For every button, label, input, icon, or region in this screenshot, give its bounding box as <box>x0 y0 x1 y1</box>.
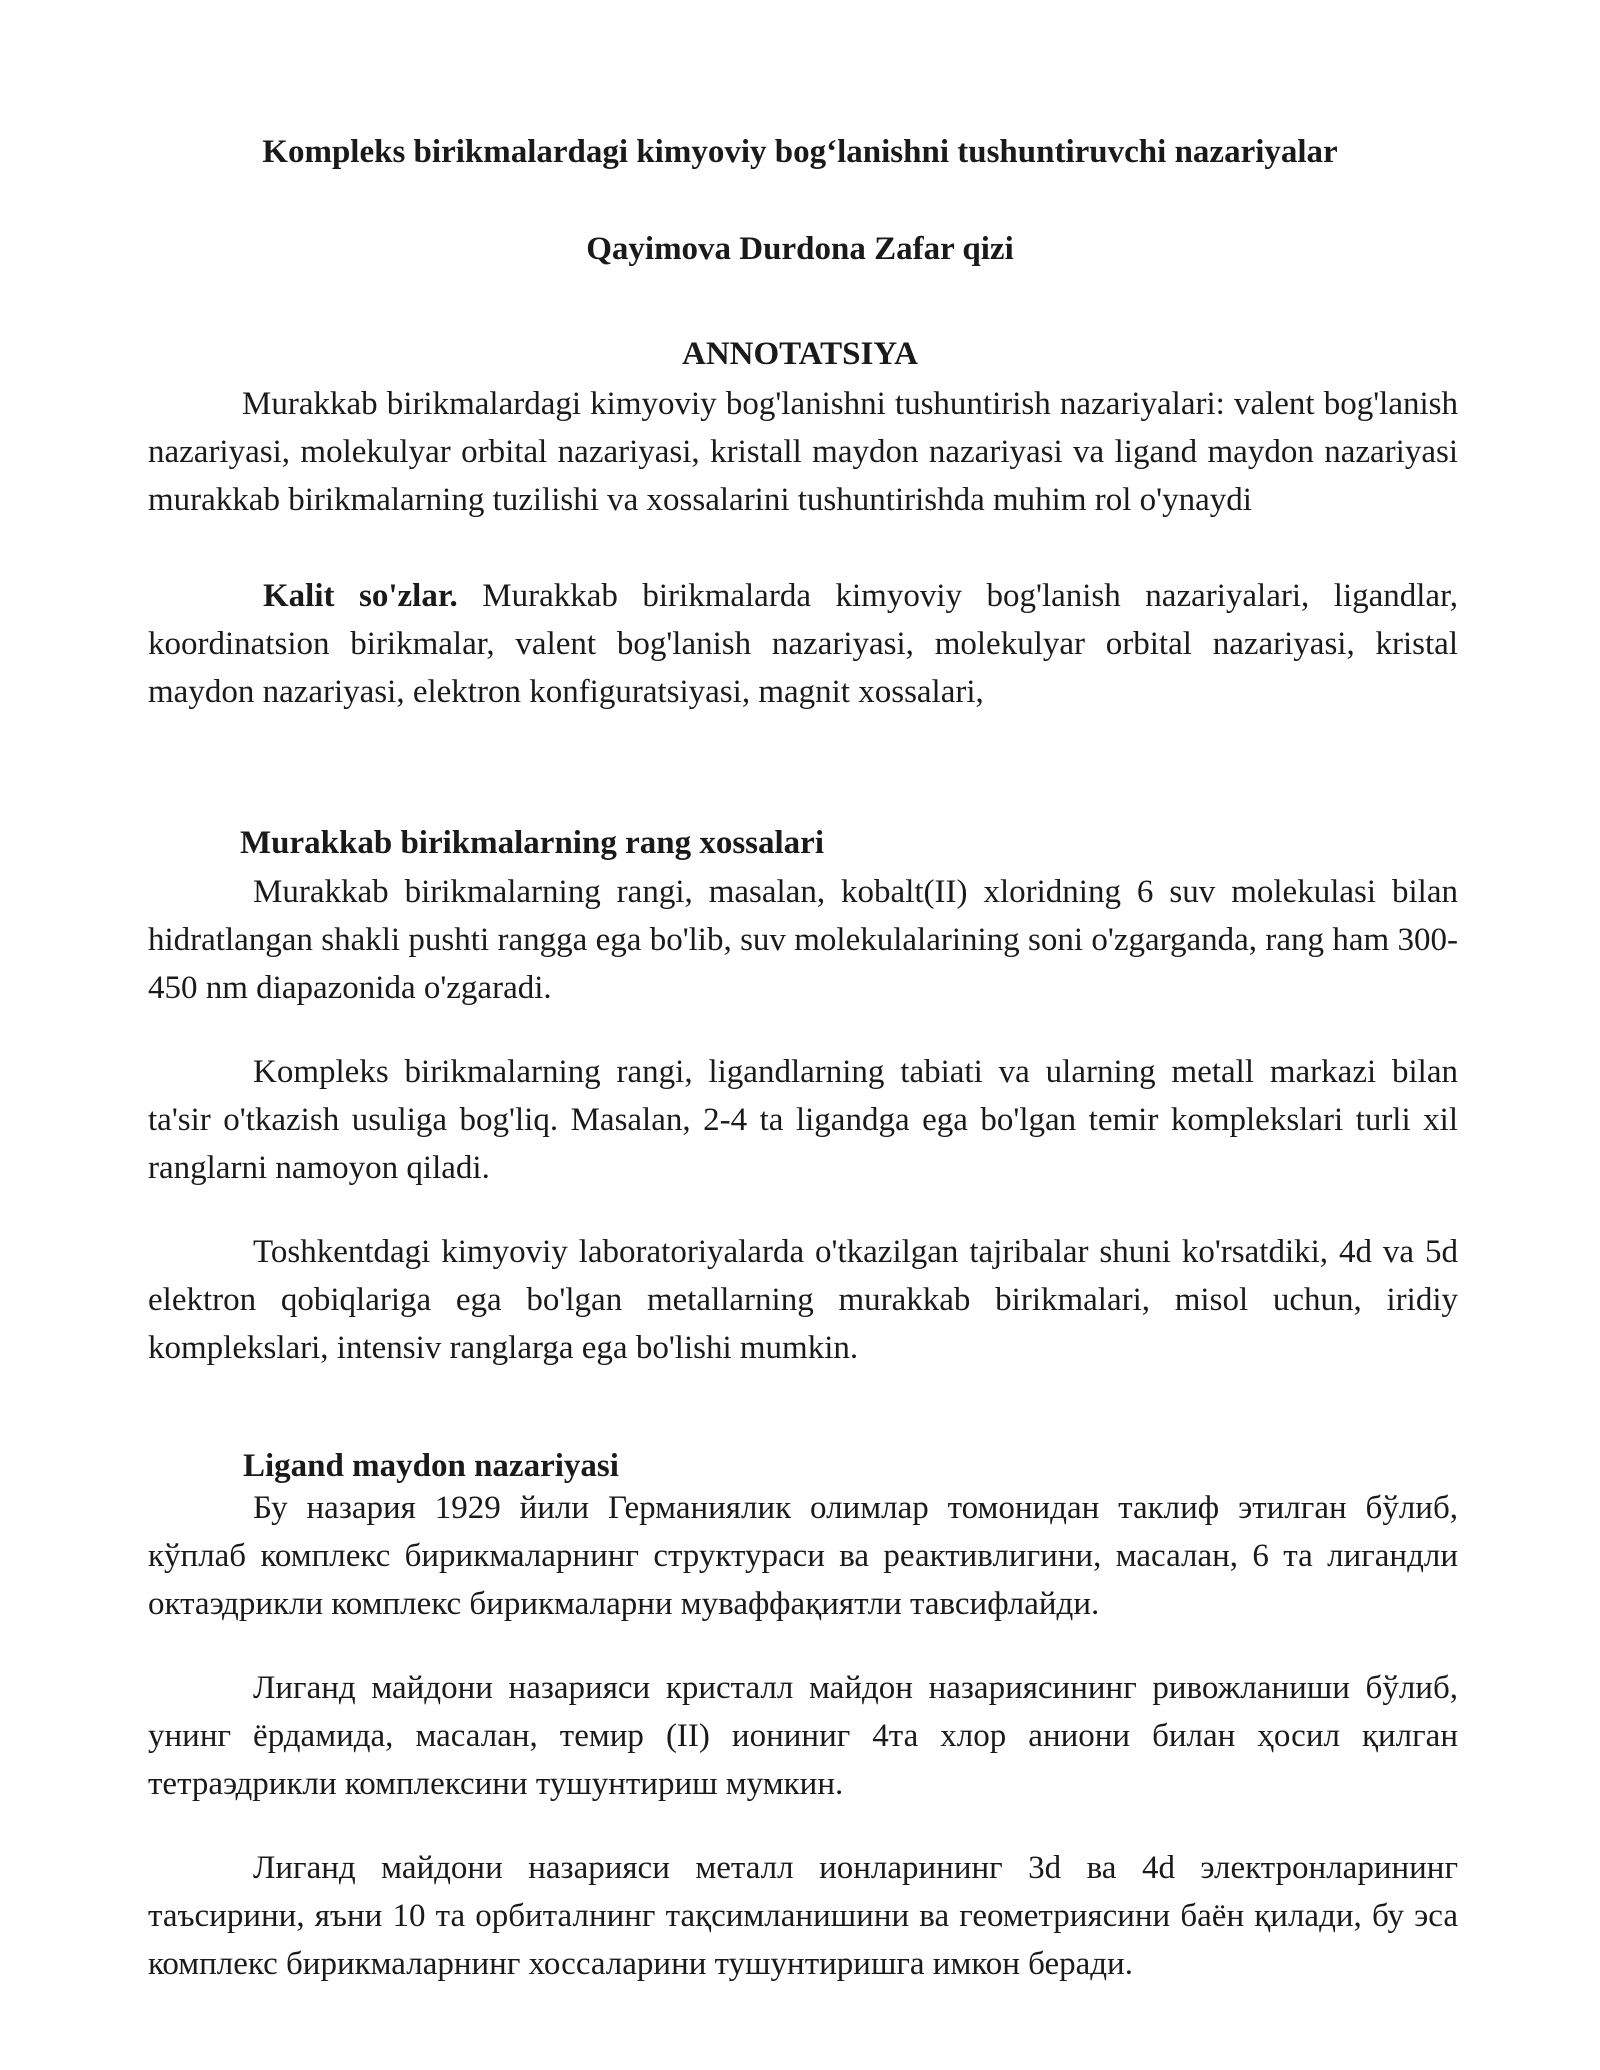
keywords-text: Murakkab birikmalarda kimyoviy bog'lanish nazariyalari, ligandlar, koordinatsion birikmalar, valent bog'lanish nazariyasi, molekulyar orbital nazariyasi, kristal maydon nazariyasi, elektron konfiguratsiyasi, magnit xossalari, <box>148 578 1458 710</box>
document-title: Kompleks birikmalardagi kimyoviy bog‘lanishni tushuntiruvchi nazariyalar <box>262 134 1338 170</box>
section-2-paragraph-3: Лиганд майдони назарияси металл ионларининг 3d ва 4d электронларининг таъсирини, яъни 10 та орбиталнинг тақсимланишини ва геометриясини баён қилади, бу эса комплекс бирикмаларнинг хоссаларини тушунтиришга имкон беради. <box>148 1850 1458 1982</box>
keywords-paragraph <box>148 572 1458 716</box>
section-1-paragraph-3: Toshkentdagi kimyoviy laboratoriyalarda o'tkazilgan tajribalar shuni ko'rsatdiki, 4d va 5d elektron qobiqlariga ega bo'lgan metallarning murakkab birikmalari, misol uchun, iridiy komplekslari, intensiv ranglarga ega bo'lishi mumkin. <box>148 1234 1458 1366</box>
section-heading-ligand-field-theory: Ligand maydon nazariyasi <box>243 1448 619 1484</box>
section-1-paragraph-2: Kompleks birikmalarning rangi, ligandlarning tabiati va ularning metall markazi bilan ta'sir o'tkazish usuliga bog'liq. Masalan, 2-4 ta ligandga ega bo'lgan temir komplekslari turli xil ranglarni namoyon qiladi. <box>148 1054 1458 1186</box>
section-heading-color-properties: Murakkab birikmalarning rang xossalari <box>240 825 824 861</box>
section-1-paragraph-1: Murakkab birikmalarning rangi, masalan, kobalt(II) xloridning 6 suv molekulasi bilan hidratlangan shakli pushti rangga ega bo'lib, suv molekulalarining soni o'zgarganda, rang ham 300-450 nm diapazonida o'zgaradi. <box>148 874 1458 1006</box>
annotation-paragraph: Murakkab birikmalardagi kimyoviy bog'lanishni tushuntirish nazariyalari: valent bog'lanish nazariyasi, molekulyar orbital nazariyasi, kristall maydon nazariyasi va ligand maydon nazariyasi murakkab birikmalarning tuzilishi va xossalarini tushuntirishda muhim rol o'ynaydi <box>148 386 1458 518</box>
section-2-paragraph-1: Бу назария 1929 йили Германиялик олимлар томонидан таклиф этилган бўлиб, кўплаб комплекс бирикмаларнинг структураси ва реактивлигини, масалан, 6 та лигандли октаэдрикли комплекс бирикмаларни муваффақиятли тавсифлайди. <box>148 1490 1458 1622</box>
annotation-heading: ANNOTATSIYA <box>682 336 918 372</box>
keywords-label: Kalit so'zlar. <box>263 578 458 614</box>
author-name: Qayimova Durdona Zafar qizi <box>586 231 1014 267</box>
section-2-paragraph-2: Лиганд майдони назарияси кристалл майдон назариясининг ривожланиши бўлиб, унинг ёрдамида, масалан, темир (II) иониниг 4та хлор аниони билан ҳосил қилган тетраэдрикли комплексини тушунтириш мумкин. <box>148 1670 1458 1802</box>
